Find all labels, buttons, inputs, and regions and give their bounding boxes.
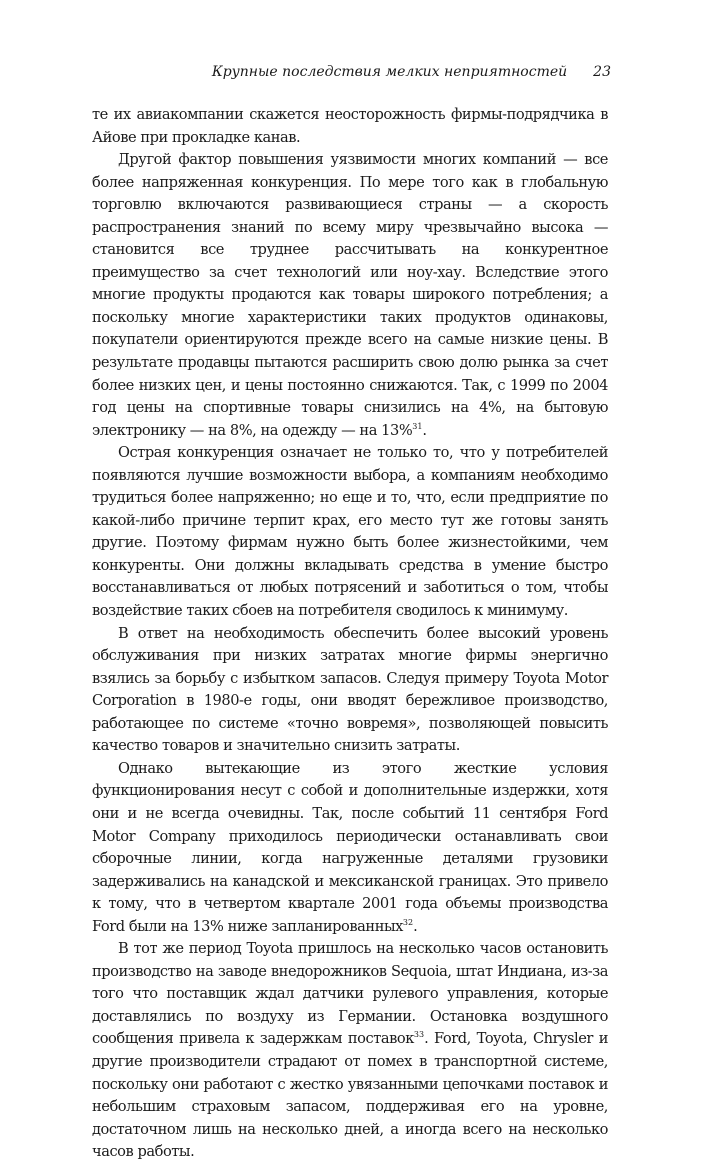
paragraph-text: те их авиакомпании скажется неосторожность фирмы-подрядчика в Айове при прокладке канав. — [92, 106, 608, 146]
footnote-ref: 32 — [402, 917, 414, 927]
running-header — [212, 64, 611, 80]
paragraph — [92, 104, 608, 149]
paragraph-text: Однако вытекающие из этого жесткие условия функционирования несут с собой и дополнительные издержки, хотя они и не всегда очевидны. Так, после событий 11 сентября Ford Motor Company приходилось периодически останавливать свои сборочные линии, когда нагруженные деталями грузовики задерживались на канадской и мексиканской границах. Это привело к тому, что в четвертом квартале 2001 года объемы производства Ford были на 13% ниже запланированных — [92, 759, 608, 935]
paragraph: Другой фактор повышения уязвимости многих компаний — все более напряженная конкуренция. По мере того как в глобальную торговлю включаются развивающиеся страны — а скорость распространения знаний по всему миру чрезвычайно высока — становится все труднее рассчитывать на конкурентное преимущество за счет технологий или ноу-хау. Вследствие этого многие продукты продаются как товары широкого потребления; а поскольку многие характеристики таких продуктов одинаковы, покупатели ориентируются прежде всего на самые низкие цены. В результате продавцы пытаются расширить свою долю рынка за счет более низких цен, и цены постоянно снижаются. Так, с 1999 по 2004 год цены на спортивные товары снизились на 4%, на бытовую электронику — на 8%, на одежду — на 13%$^{31}$. — [92, 151, 608, 439]
paragraph-text: . Ford, Toyota, Chrysler и другие производители страдают от помех в транспортной системе, поскольку они работают с жестко увязанными цепочками поставок и небольшим страховым запасом, поддерживая его на уровне, достаточном лишь на несколько дней, а иногда всего на несколько часов работы. — [92, 1030, 608, 1161]
paragraph-text: В тот же период Toyota пришлось на несколько часов остановить производство на заводе внедорожников Sequoia, штат Индиана, из-за того что поставщик ждал датчики рулевого управления, которые доставлялись по воздуху из Германии. Остановка воздушного сообщения привела к задержкам поставок — [92, 940, 608, 1048]
footnote-ref: 33 — [413, 1030, 425, 1040]
paragraph — [92, 442, 608, 622]
paragraph-text: В ответ на необходимость обеспечить более высокий уровень обслуживания при низких затратах многие фирмы энергично взялись за борьбу с избытком запасов. Следуя примеру Toyota Motor Corporation в 1980-е годы, они вводят бережливое производство, работающее по системе «точно вовремя», позволяющей повысить качество товаров и значительно снизить затраты. — [92, 624, 608, 755]
footnote-ref: 31 — [412, 421, 423, 431]
paragraph-text: Другой фактор повышения уязвимости многих компаний — все более напряженная конкуренция. По мере того как в глобальную торговлю включаются развивающиеся страны — а скорость распространения знаний по всему миру чрезвычайно высока — становится все труднее рассчитывать на конкурентное преимущество за счет технологий или ноу-хау. Вследствие этого многие продукты продаются как товары широкого потребления; а поскольку многие характеристики таких продуктов одинаковы, покупатели ориентируются прежде всего на самые низкие цены. В результате продавцы пытаются расширить свою долю рынка за счет более низких цен, и цены постоянно снижаются. Так, с 1999 по 2004 год цены на спортивные товары снизились на 4%, на бытовую электронику — на 8%, на одежду — на 13% — [92, 151, 608, 439]
page-number: 23 — [593, 64, 611, 80]
paragraph-text: Острая конкуренция означает не только то, что у потребителей появляются лучшие возможности выбора, а компаниям необходимо трудиться более напряженно; но еще и то, что, если предприятие по какой-либо причине терпит крах, его место тут же готовы занять другие. Поэтому фирмам нужно быть более жизнестойкими, чем конкуренты. Они должны вкладывать средства в умение быстро восстанавливаться от любых потрясений и заботиться о том, чтобы воздействие таких сбоев на потребителя сводилось к минимуму. — [92, 444, 608, 620]
paragraph: Однако вытекающие из этого жесткие условия функционирования несут с собой и дополнительные издержки, хотя они и не всегда очевидны. Так, после событий 11 сентября Ford Motor Company приходилось периодически останавливать свои сборочные линии, когда нагруженные деталями грузовики задерживались на канадской и мексиканской границах. Это привело к тому, что в четвертом квартале 2001 года объемы производства Ford были на 13% ниже запланированных$^{32}$. — [92, 759, 608, 935]
body-text — [92, 104, 608, 1164]
paragraph — [92, 938, 608, 1163]
running-header-title: Крупные последствия мелких неприятностей — [211, 64, 568, 80]
paragraph — [92, 623, 608, 758]
